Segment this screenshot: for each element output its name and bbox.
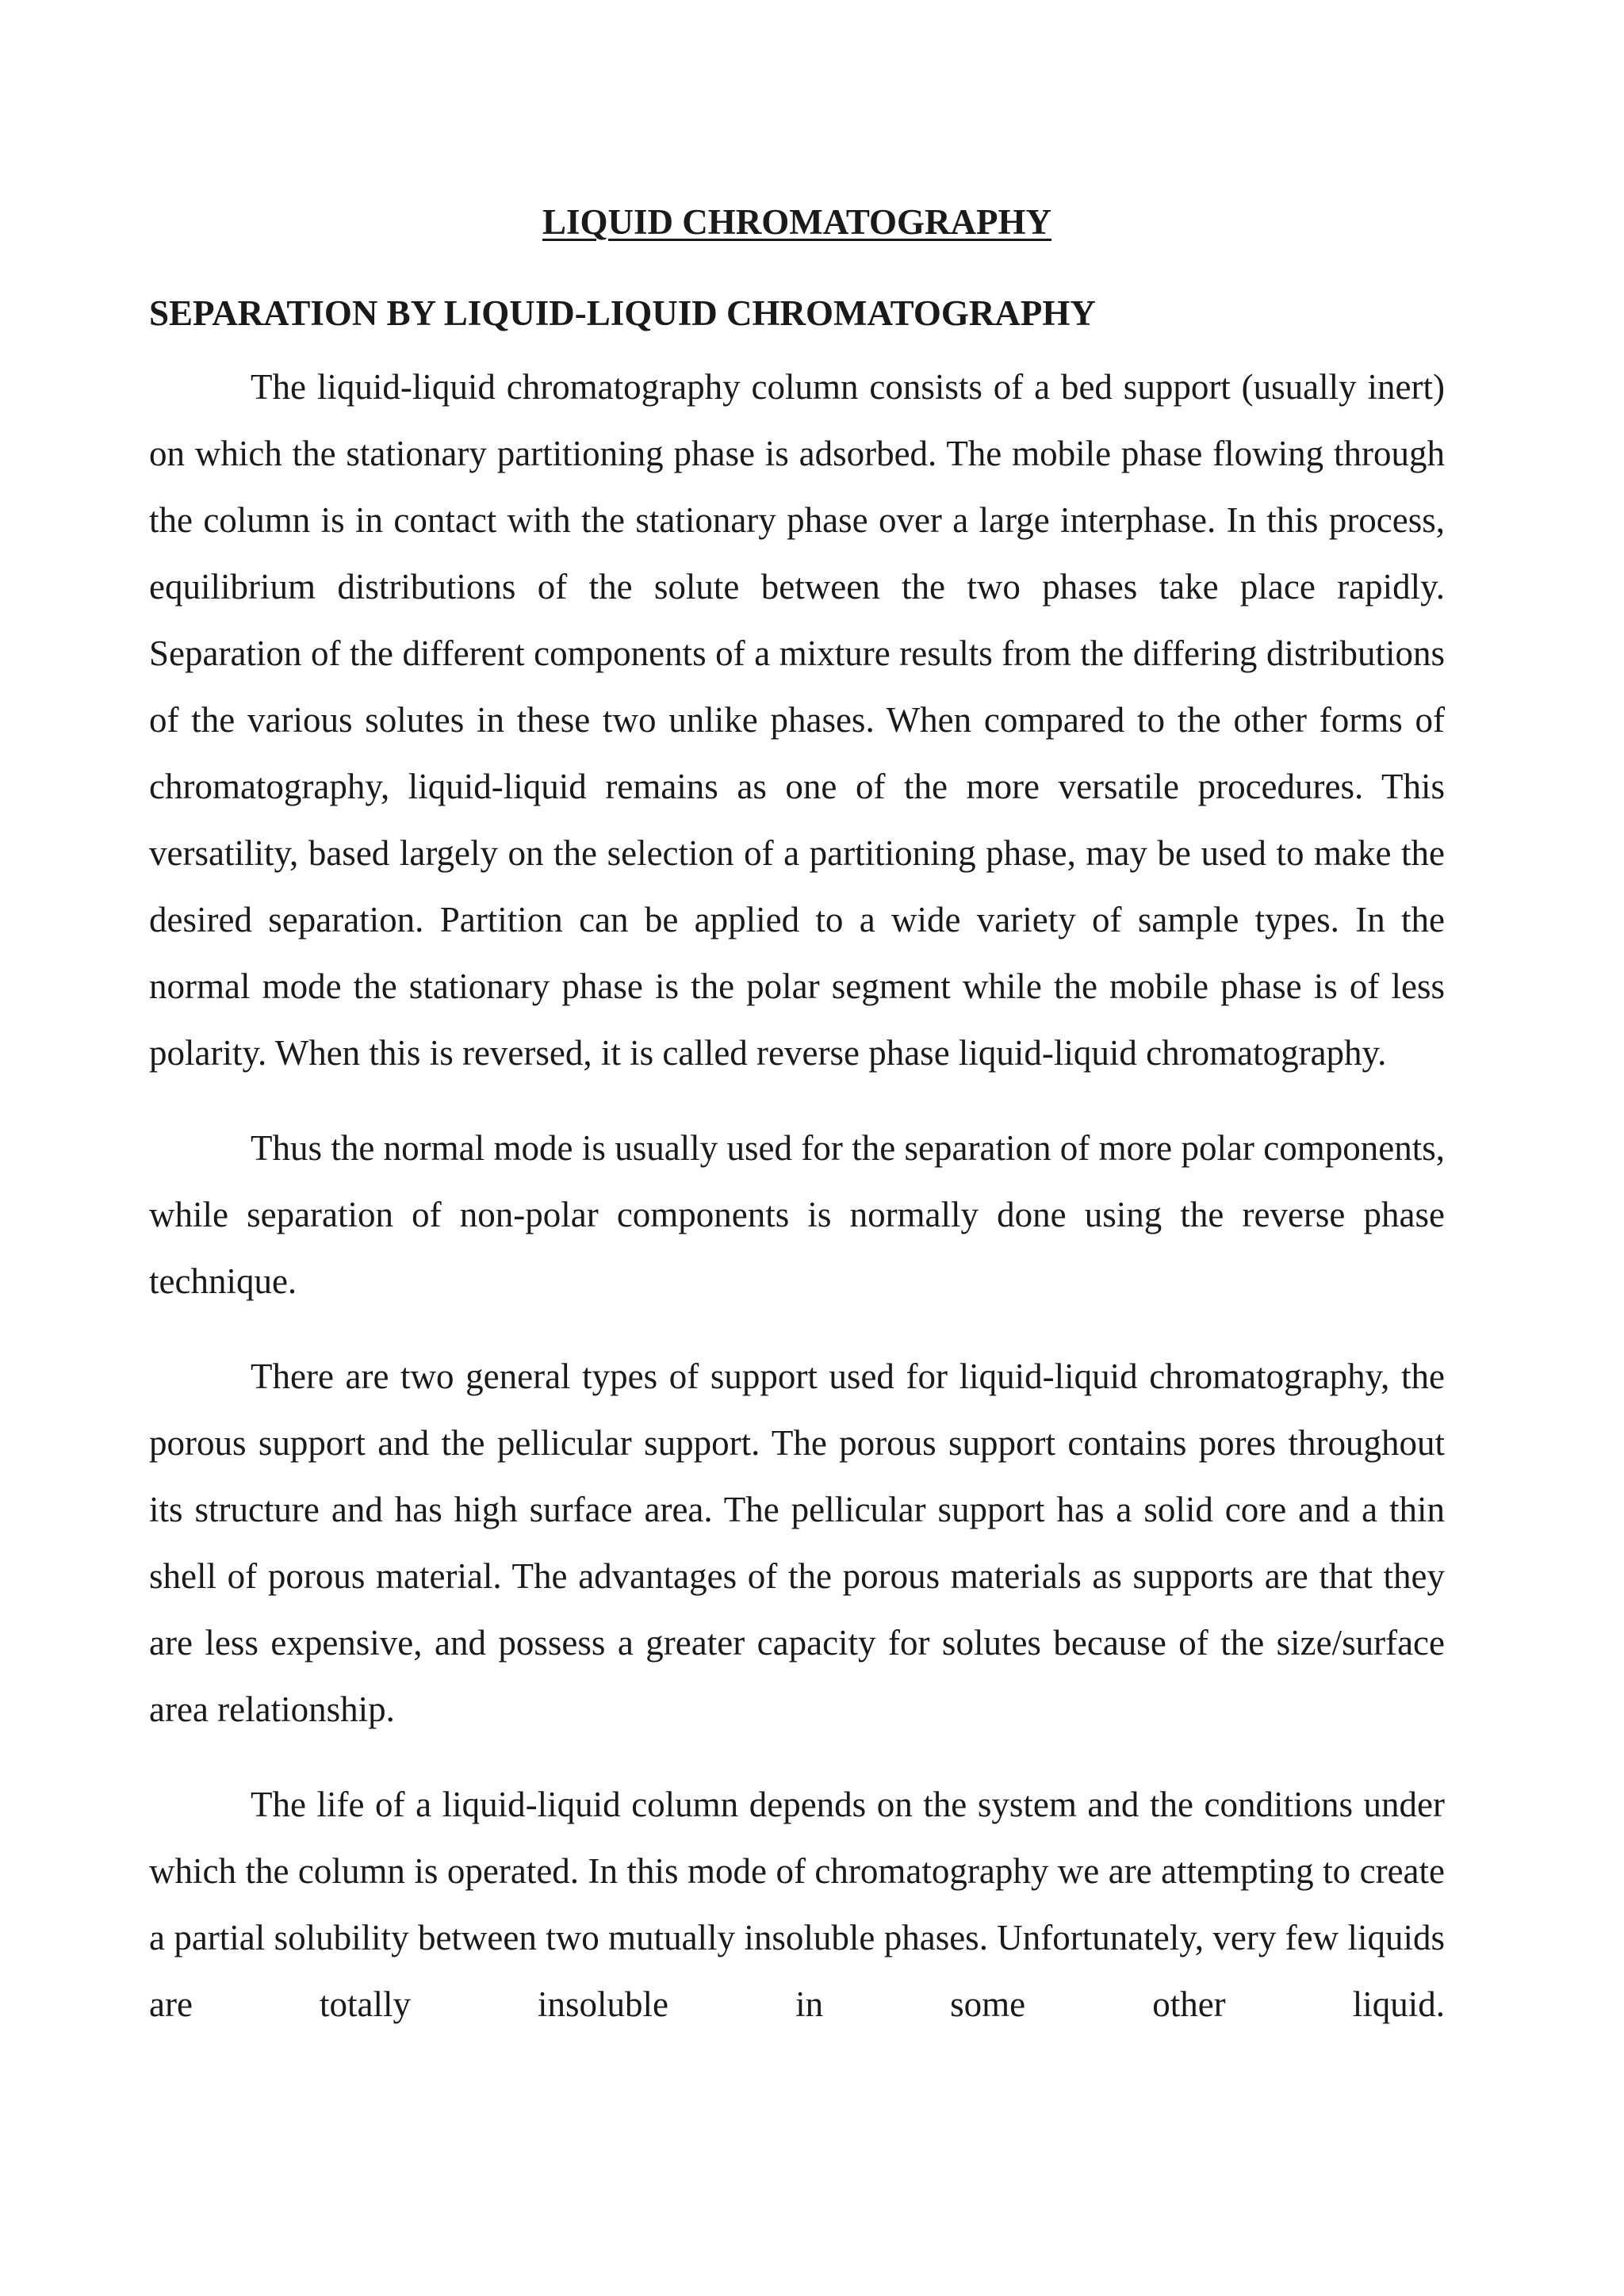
document-title: LIQUID CHROMATOGRAPHY: [542, 202, 1052, 242]
document-page: [149, 190, 1445, 2066]
paragraph-2: Thus the normal mode is usually used for the separation of more polar components, while separation of non-polar components is normally done using the reverse phase technique.: [149, 1128, 1445, 1301]
section-heading: SEPARATION BY LIQUID-LIQUID CHROMATOGRAPHY: [149, 293, 1096, 333]
paragraph-1: The liquid-liquid chromatography column consists of a bed support (usually inert) on which the stationary partitioning phase is adsorbed. The mobile phase flowing through the column is in contact with the stationary phase over a large interphase. In this process, equilibrium distributions of the solute between the two phases take place rapidly. Separation of the different components of a mixture results from the differing distributions of the various solutes in these two unlike phases. When compared to the other forms of chromatography, liquid-liquid remains as one of the more versatile procedures. This versatility, based largely on the selection of a partitioning phase, may be used to make the desired separation. Partition can be applied to a wide variety of sample types. In the normal mode the stationary phase is the polar segment while the mobile phase is of less polarity. When this is reversed, it is called reverse phase liquid-liquid chromatography.: [149, 367, 1445, 1073]
paragraph-4: The life of a liquid-liquid column depends on the system and the conditions under which the column is operated. In this mode of chromatography we are attempting to create a partial solubility between two mutually insoluble phases. Unfortunately, very few liquids are totally insoluble in some other liquid.: [149, 1785, 1445, 2024]
paragraph-3: There are two general types of support used for liquid-liquid chromatography, the porous support and the pellicular support. The porous support contains pores throughout its structure and has high surface area. The pellicular support has a solid core and a thin shell of porous material. The advantages of the porous materials as supports are that they are less expensive, and possess a greater capacity for solutes because of the size/surface area relationship.: [149, 1357, 1445, 1729]
